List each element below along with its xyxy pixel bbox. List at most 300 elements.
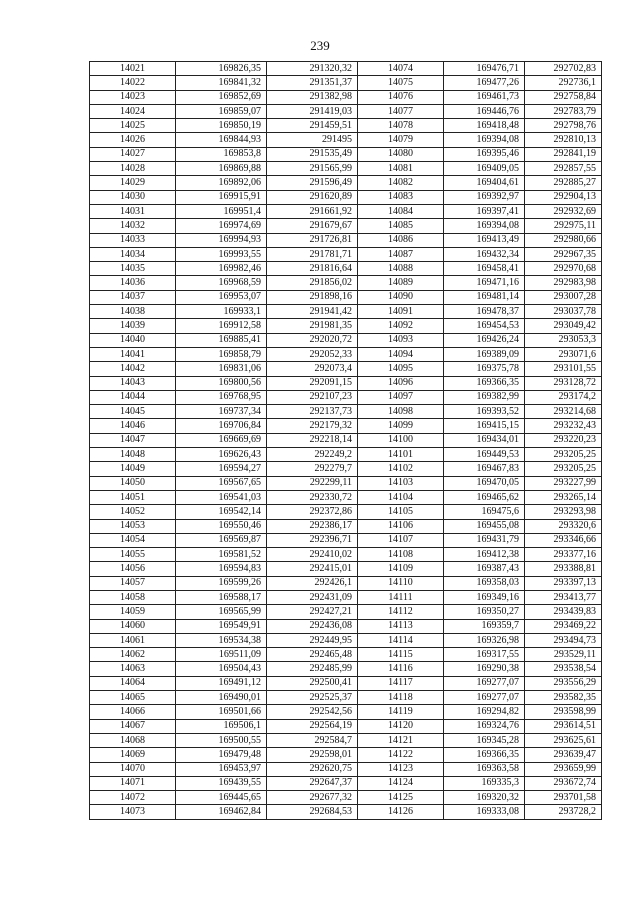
y-coordinate-right: 293728,2 [525, 805, 602, 819]
x-coordinate-left: 169869,88 [176, 162, 267, 176]
y-coordinate-left: 292427,21 [267, 605, 358, 619]
y-coordinate-right: 293598,99 [525, 705, 602, 719]
point-id-right: 14098 [358, 405, 444, 419]
point-id-right: 14082 [358, 176, 444, 190]
x-coordinate-left: 169594,27 [176, 462, 267, 476]
x-coordinate-right: 169477,26 [444, 76, 525, 90]
x-coordinate-right: 169345,28 [444, 733, 525, 747]
point-id-left: 14039 [90, 319, 176, 333]
y-coordinate-right: 292932,69 [525, 204, 602, 218]
x-coordinate-left: 169826,35 [176, 62, 267, 76]
y-coordinate-left: 292179,32 [267, 419, 358, 433]
point-id-left: 14024 [90, 104, 176, 118]
y-coordinate-right: 293397,13 [525, 576, 602, 590]
point-id-right: 14083 [358, 190, 444, 204]
table-row [90, 262, 602, 276]
y-coordinate-left: 292386,17 [267, 519, 358, 533]
table-row [90, 405, 602, 419]
point-id-left: 14029 [90, 176, 176, 190]
x-coordinate-left: 169550,46 [176, 519, 267, 533]
y-coordinate-left: 292249,2 [267, 448, 358, 462]
point-id-right: 14075 [358, 76, 444, 90]
x-coordinate-left: 169439,55 [176, 776, 267, 790]
point-id-left: 14047 [90, 433, 176, 447]
point-id-right: 14110 [358, 576, 444, 590]
x-coordinate-left: 169859,07 [176, 104, 267, 118]
x-coordinate-right: 169434,01 [444, 433, 525, 447]
y-coordinate-left: 291382,98 [267, 90, 358, 104]
y-coordinate-right: 293413,77 [525, 590, 602, 604]
x-coordinate-left: 169993,55 [176, 247, 267, 261]
point-id-right: 14089 [358, 276, 444, 290]
y-coordinate-left: 292620,75 [267, 762, 358, 776]
y-coordinate-right: 292798,76 [525, 119, 602, 133]
x-coordinate-left: 169581,52 [176, 548, 267, 562]
y-coordinate-right: 292975,11 [525, 219, 602, 233]
table-row [90, 233, 602, 247]
x-coordinate-right: 169470,05 [444, 476, 525, 490]
point-id-left: 14021 [90, 62, 176, 76]
y-coordinate-right: 293388,81 [525, 562, 602, 576]
y-coordinate-left: 292684,53 [267, 805, 358, 819]
x-coordinate-right: 169349,16 [444, 590, 525, 604]
table-row [90, 162, 602, 176]
y-coordinate-right: 292885,27 [525, 176, 602, 190]
x-coordinate-left: 169844,93 [176, 133, 267, 147]
table-row [90, 362, 602, 376]
x-coordinate-right: 169317,55 [444, 648, 525, 662]
point-id-left: 14035 [90, 262, 176, 276]
y-coordinate-right: 293053,3 [525, 333, 602, 347]
point-id-left: 14063 [90, 662, 176, 676]
x-coordinate-left: 169853,8 [176, 147, 267, 161]
x-coordinate-left: 169542,14 [176, 505, 267, 519]
point-id-left: 14037 [90, 290, 176, 304]
x-coordinate-left: 169453,97 [176, 762, 267, 776]
table-row [90, 147, 602, 161]
x-coordinate-left: 169885,41 [176, 333, 267, 347]
y-coordinate-right: 293037,78 [525, 305, 602, 319]
x-coordinate-right: 169294,82 [444, 705, 525, 719]
table-row [90, 62, 602, 76]
coordinates-table [89, 61, 602, 820]
point-id-left: 14038 [90, 305, 176, 319]
y-coordinate-right: 293232,43 [525, 419, 602, 433]
y-coordinate-right: 293101,55 [525, 362, 602, 376]
point-id-right: 14096 [358, 376, 444, 390]
point-id-left: 14027 [90, 147, 176, 161]
table-row [90, 519, 602, 533]
x-coordinate-right: 169324,76 [444, 719, 525, 733]
x-coordinate-right: 169481,14 [444, 290, 525, 304]
x-coordinate-right: 169320,32 [444, 791, 525, 805]
table-row [90, 305, 602, 319]
point-id-right: 14109 [358, 562, 444, 576]
point-id-right: 14086 [358, 233, 444, 247]
y-coordinate-right: 292758,84 [525, 90, 602, 104]
x-coordinate-right: 169277,07 [444, 691, 525, 705]
y-coordinate-right: 293293,98 [525, 505, 602, 519]
table-row [90, 276, 602, 290]
y-coordinate-right: 293214,68 [525, 405, 602, 419]
x-coordinate-left: 169462,84 [176, 805, 267, 819]
point-id-left: 14062 [90, 648, 176, 662]
x-coordinate-left: 169953,07 [176, 290, 267, 304]
y-coordinate-left: 291565,99 [267, 162, 358, 176]
point-id-right: 14103 [358, 476, 444, 490]
x-coordinate-right: 169432,34 [444, 247, 525, 261]
point-id-right: 14087 [358, 247, 444, 261]
point-id-left: 14059 [90, 605, 176, 619]
x-coordinate-left: 169626,43 [176, 448, 267, 462]
x-coordinate-left: 169933,1 [176, 305, 267, 319]
y-coordinate-right: 293659,99 [525, 762, 602, 776]
table-row [90, 76, 602, 90]
table-row [90, 347, 602, 361]
point-id-left: 14023 [90, 90, 176, 104]
table-row [90, 390, 602, 404]
table-row [90, 576, 602, 590]
point-id-left: 14036 [90, 276, 176, 290]
point-id-right: 14114 [358, 633, 444, 647]
y-coordinate-left: 292218,14 [267, 433, 358, 447]
x-coordinate-right: 169392,97 [444, 190, 525, 204]
table-row [90, 719, 602, 733]
x-coordinate-left: 169968,59 [176, 276, 267, 290]
point-id-right: 14092 [358, 319, 444, 333]
y-coordinate-left: 292647,37 [267, 776, 358, 790]
point-id-left: 14056 [90, 562, 176, 576]
table-row [90, 648, 602, 662]
y-coordinate-left: 292052,33 [267, 347, 358, 361]
x-coordinate-right: 169290,38 [444, 662, 525, 676]
y-coordinate-left: 291596,49 [267, 176, 358, 190]
table-row [90, 748, 602, 762]
point-id-right: 14108 [358, 548, 444, 562]
table-row [90, 133, 602, 147]
y-coordinate-right: 293529,11 [525, 648, 602, 662]
table-row [90, 705, 602, 719]
y-coordinate-left: 291351,37 [267, 76, 358, 90]
x-coordinate-left: 169982,46 [176, 262, 267, 276]
y-coordinate-right: 293220,23 [525, 433, 602, 447]
point-id-right: 14111 [358, 590, 444, 604]
point-id-right: 14107 [358, 533, 444, 547]
point-id-right: 14095 [358, 362, 444, 376]
y-coordinate-left: 292500,41 [267, 676, 358, 690]
table-row [90, 247, 602, 261]
x-coordinate-left: 169599,26 [176, 576, 267, 590]
y-coordinate-left: 292410,02 [267, 548, 358, 562]
y-coordinate-right: 293007,28 [525, 290, 602, 304]
y-coordinate-left: 292415,01 [267, 562, 358, 576]
table-row [90, 204, 602, 218]
point-id-left: 14046 [90, 419, 176, 433]
y-coordinate-left: 291981,35 [267, 319, 358, 333]
table-row [90, 590, 602, 604]
point-id-right: 14121 [358, 733, 444, 747]
point-id-right: 14084 [358, 204, 444, 218]
x-coordinate-left: 169567,65 [176, 476, 267, 490]
x-coordinate-right: 169394,08 [444, 133, 525, 147]
point-id-left: 14057 [90, 576, 176, 590]
x-coordinate-right: 169394,08 [444, 219, 525, 233]
y-coordinate-left: 291856,02 [267, 276, 358, 290]
y-coordinate-right: 292967,35 [525, 247, 602, 261]
point-id-right: 14097 [358, 390, 444, 404]
point-id-left: 14043 [90, 376, 176, 390]
y-coordinate-right: 293538,54 [525, 662, 602, 676]
x-coordinate-left: 169501,66 [176, 705, 267, 719]
y-coordinate-right: 293639,47 [525, 748, 602, 762]
point-id-left: 14032 [90, 219, 176, 233]
x-coordinate-right: 169277,07 [444, 676, 525, 690]
x-coordinate-right: 169359,7 [444, 619, 525, 633]
x-coordinate-right: 169475,6 [444, 505, 525, 519]
y-coordinate-right: 293071,6 [525, 347, 602, 361]
point-id-left: 14044 [90, 390, 176, 404]
table-row [90, 176, 602, 190]
y-coordinate-right: 293377,16 [525, 548, 602, 562]
x-coordinate-left: 169594,83 [176, 562, 267, 576]
x-coordinate-left: 169858,79 [176, 347, 267, 361]
point-id-left: 14050 [90, 476, 176, 490]
y-coordinate-right: 293174,2 [525, 390, 602, 404]
x-coordinate-left: 169706,84 [176, 419, 267, 433]
x-coordinate-right: 169471,16 [444, 276, 525, 290]
y-coordinate-right: 293205,25 [525, 462, 602, 476]
x-coordinate-right: 169415,15 [444, 419, 525, 433]
y-coordinate-left: 291459,51 [267, 119, 358, 133]
table-row [90, 462, 602, 476]
point-id-left: 14054 [90, 533, 176, 547]
table-row [90, 533, 602, 547]
point-id-right: 14077 [358, 104, 444, 118]
table-row [90, 733, 602, 747]
point-id-right: 14126 [358, 805, 444, 819]
y-coordinate-left: 292485,99 [267, 662, 358, 676]
y-coordinate-left: 291679,67 [267, 219, 358, 233]
x-coordinate-right: 169461,73 [444, 90, 525, 104]
x-coordinate-right: 169465,62 [444, 490, 525, 504]
point-id-right: 14120 [358, 719, 444, 733]
table-row [90, 290, 602, 304]
point-id-right: 14081 [358, 162, 444, 176]
point-id-right: 14102 [358, 462, 444, 476]
point-id-left: 14066 [90, 705, 176, 719]
y-coordinate-left: 291620,89 [267, 190, 358, 204]
y-coordinate-left: 292431,09 [267, 590, 358, 604]
point-id-left: 14049 [90, 462, 176, 476]
y-coordinate-left: 292279,7 [267, 462, 358, 476]
point-id-right: 14076 [358, 90, 444, 104]
point-id-right: 14105 [358, 505, 444, 519]
x-coordinate-left: 169669,69 [176, 433, 267, 447]
table-row [90, 505, 602, 519]
table-row [90, 490, 602, 504]
point-id-right: 14112 [358, 605, 444, 619]
y-coordinate-left: 291535,49 [267, 147, 358, 161]
x-coordinate-left: 169915,91 [176, 190, 267, 204]
x-coordinate-left: 169951,4 [176, 204, 267, 218]
table-row [90, 662, 602, 676]
x-coordinate-right: 169418,48 [444, 119, 525, 133]
x-coordinate-left: 169588,17 [176, 590, 267, 604]
x-coordinate-right: 169449,53 [444, 448, 525, 462]
x-coordinate-left: 169549,91 [176, 619, 267, 633]
point-id-right: 14118 [358, 691, 444, 705]
x-coordinate-right: 169446,76 [444, 104, 525, 118]
table-row [90, 805, 602, 819]
x-coordinate-right: 169412,38 [444, 548, 525, 562]
point-id-left: 14041 [90, 347, 176, 361]
point-id-left: 14068 [90, 733, 176, 747]
point-id-right: 14091 [358, 305, 444, 319]
y-coordinate-left: 292564,19 [267, 719, 358, 733]
x-coordinate-right: 169426,24 [444, 333, 525, 347]
point-id-left: 14033 [90, 233, 176, 247]
x-coordinate-right: 169404,61 [444, 176, 525, 190]
y-coordinate-left: 292396,71 [267, 533, 358, 547]
x-coordinate-right: 169467,83 [444, 462, 525, 476]
x-coordinate-right: 169389,09 [444, 347, 525, 361]
table-row [90, 562, 602, 576]
y-coordinate-right: 293320,6 [525, 519, 602, 533]
y-coordinate-left: 291495 [267, 133, 358, 147]
table-row [90, 333, 602, 347]
y-coordinate-left: 292436,08 [267, 619, 358, 633]
point-id-left: 14073 [90, 805, 176, 819]
y-coordinate-right: 293494,73 [525, 633, 602, 647]
page-number: 239 [310, 38, 330, 53]
point-id-left: 14042 [90, 362, 176, 376]
y-coordinate-right: 293049,42 [525, 319, 602, 333]
y-coordinate-right: 293469,22 [525, 619, 602, 633]
y-coordinate-left: 292598,01 [267, 748, 358, 762]
x-coordinate-left: 169534,38 [176, 633, 267, 647]
y-coordinate-right: 293346,66 [525, 533, 602, 547]
x-coordinate-right: 169454,53 [444, 319, 525, 333]
point-id-right: 14090 [358, 290, 444, 304]
point-id-right: 14104 [358, 490, 444, 504]
y-coordinate-right: 293701,58 [525, 791, 602, 805]
point-id-right: 14094 [358, 347, 444, 361]
table-row [90, 791, 602, 805]
point-id-right: 14079 [358, 133, 444, 147]
point-id-left: 14022 [90, 76, 176, 90]
y-coordinate-left: 291661,92 [267, 204, 358, 218]
table-row [90, 319, 602, 333]
table-row [90, 676, 602, 690]
x-coordinate-left: 169541,03 [176, 490, 267, 504]
y-coordinate-left: 292299,11 [267, 476, 358, 490]
y-coordinate-left: 292525,37 [267, 691, 358, 705]
point-id-left: 14026 [90, 133, 176, 147]
x-coordinate-left: 169841,32 [176, 76, 267, 90]
x-coordinate-right: 169431,79 [444, 533, 525, 547]
point-id-left: 14031 [90, 204, 176, 218]
x-coordinate-right: 169382,99 [444, 390, 525, 404]
y-coordinate-right: 293556,29 [525, 676, 602, 690]
point-id-left: 14045 [90, 405, 176, 419]
point-id-left: 14052 [90, 505, 176, 519]
point-id-left: 14065 [90, 691, 176, 705]
point-id-right: 14125 [358, 791, 444, 805]
point-id-left: 14040 [90, 333, 176, 347]
x-coordinate-left: 169994,93 [176, 233, 267, 247]
y-coordinate-right: 293582,35 [525, 691, 602, 705]
x-coordinate-left: 169491,12 [176, 676, 267, 690]
table-row [90, 119, 602, 133]
x-coordinate-right: 169478,37 [444, 305, 525, 319]
y-coordinate-right: 292980,66 [525, 233, 602, 247]
x-coordinate-left: 169506,1 [176, 719, 267, 733]
point-id-right: 14099 [358, 419, 444, 433]
x-coordinate-right: 169366,35 [444, 748, 525, 762]
point-id-right: 14088 [358, 262, 444, 276]
point-id-right: 14116 [358, 662, 444, 676]
table-row [90, 190, 602, 204]
table-row [90, 90, 602, 104]
point-id-left: 14067 [90, 719, 176, 733]
point-id-right: 14093 [358, 333, 444, 347]
x-coordinate-left: 169974,69 [176, 219, 267, 233]
x-coordinate-right: 169409,05 [444, 162, 525, 176]
table-row [90, 776, 602, 790]
point-id-right: 14074 [358, 62, 444, 76]
x-coordinate-right: 169393,52 [444, 405, 525, 419]
x-coordinate-left: 169490,01 [176, 691, 267, 705]
y-coordinate-left: 292542,56 [267, 705, 358, 719]
table-row [90, 762, 602, 776]
x-coordinate-left: 169768,95 [176, 390, 267, 404]
y-coordinate-right: 292841,19 [525, 147, 602, 161]
point-id-left: 14072 [90, 791, 176, 805]
x-coordinate-right: 169350,27 [444, 605, 525, 619]
y-coordinate-left: 291898,16 [267, 290, 358, 304]
point-id-left: 14058 [90, 590, 176, 604]
x-coordinate-right: 169458,41 [444, 262, 525, 276]
y-coordinate-right: 292810,13 [525, 133, 602, 147]
x-coordinate-right: 169333,08 [444, 805, 525, 819]
x-coordinate-left: 169500,55 [176, 733, 267, 747]
x-coordinate-left: 169800,56 [176, 376, 267, 390]
x-coordinate-left: 169850,19 [176, 119, 267, 133]
table-row [90, 104, 602, 118]
y-coordinate-left: 292677,32 [267, 791, 358, 805]
point-id-right: 14106 [358, 519, 444, 533]
point-id-right: 14078 [358, 119, 444, 133]
y-coordinate-right: 293227,99 [525, 476, 602, 490]
y-coordinate-left: 292372,86 [267, 505, 358, 519]
point-id-left: 14028 [90, 162, 176, 176]
point-id-right: 14123 [358, 762, 444, 776]
x-coordinate-right: 169413,49 [444, 233, 525, 247]
y-coordinate-left: 291726,81 [267, 233, 358, 247]
point-id-left: 14060 [90, 619, 176, 633]
y-coordinate-left: 292465,48 [267, 648, 358, 662]
coordinates-table-body [90, 62, 602, 820]
y-coordinate-right: 293205,25 [525, 448, 602, 462]
y-coordinate-right: 292857,55 [525, 162, 602, 176]
point-id-left: 14061 [90, 633, 176, 647]
x-coordinate-left: 169831,06 [176, 362, 267, 376]
table-row [90, 376, 602, 390]
y-coordinate-right: 292783,79 [525, 104, 602, 118]
table-row [90, 605, 602, 619]
y-coordinate-right: 293614,51 [525, 719, 602, 733]
point-id-left: 14064 [90, 676, 176, 690]
